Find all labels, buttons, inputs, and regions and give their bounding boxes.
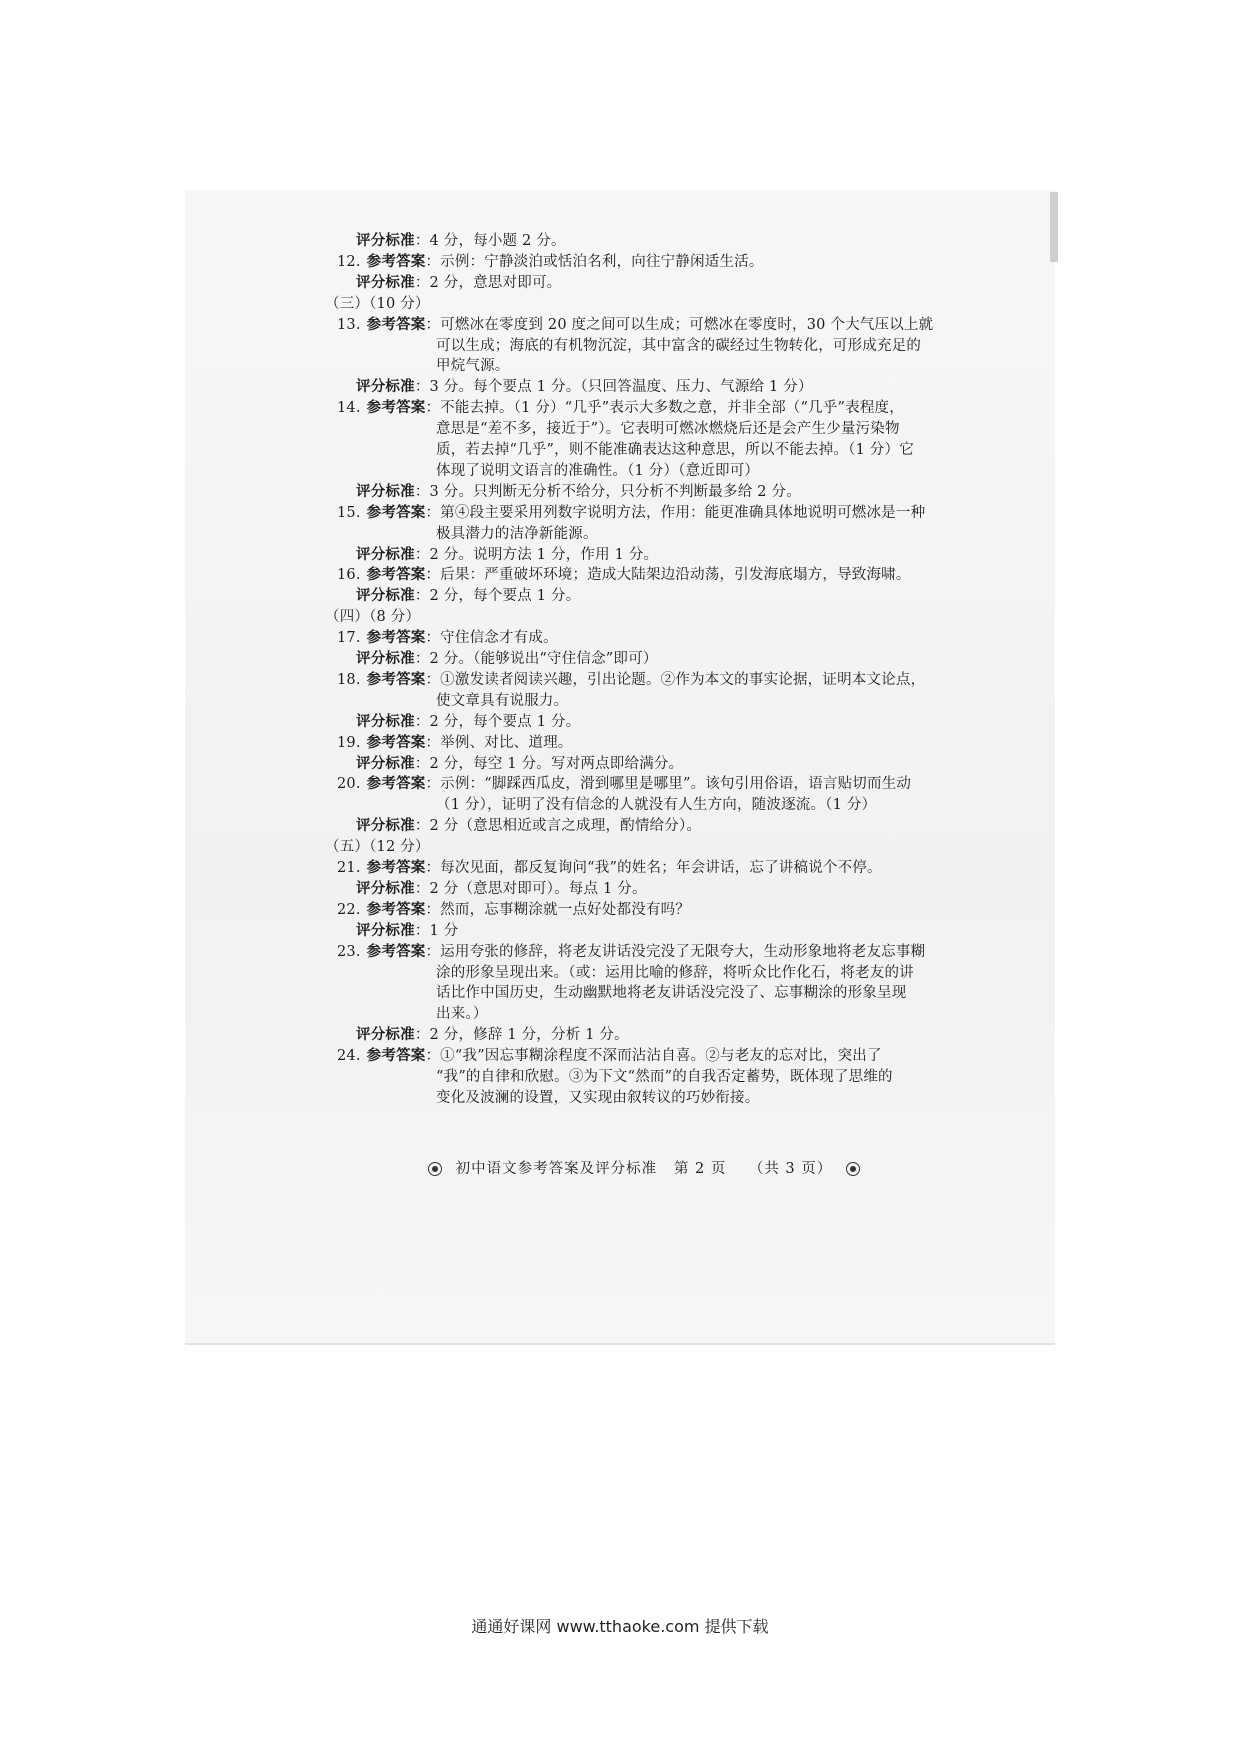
page-footer: [420, 1157, 868, 1178]
reference-answer-row: [337, 775, 911, 793]
section-heading: （四）（8 分）: [325, 609, 421, 626]
row-text: ：3 分。只判断无分析不给分，只分析不判断最多给 2 分。: [414, 483, 801, 500]
question-number: 17.: [337, 630, 361, 647]
scan-edge-shadow: [1050, 192, 1058, 262]
row-label: 参考答案: [366, 252, 426, 270]
answer-continuation: “我”的自律和欣慰。③为下文“然而”的自我否定蓄势，既体现了思维的: [436, 1069, 893, 1085]
answer-continuation: 涂的形象呈现出来。（或：运用比喻的修辞，将听众比作化石，将老友的讲: [436, 964, 914, 981]
row-text: ：3 分。每个要点 1 分。（只回答温度、压力、气源给 1 分）: [414, 379, 813, 396]
row-text: ：2 分，意思对即可。: [414, 274, 562, 291]
scoring-standard-row: [356, 232, 566, 250]
footer-page: 第 2 页: [673, 1161, 727, 1177]
row-label: 参考答案: [366, 775, 426, 793]
row-text: ：示例：“脚踩西瓜皮，滑到哪里是哪里”。该句引用俗语，语言贴切而生动: [425, 776, 912, 793]
row-text: ：后果：严重破坏环境；造成大陆架边沿动荡，引发海底塌方，导致海啸。: [425, 567, 911, 584]
reference-answer-row: [337, 316, 933, 334]
row-label: 评分标准: [356, 650, 415, 667]
row-text: ：2 分，每个要点 1 分。: [414, 588, 581, 605]
row-text: ：可燃冰在零度到 20 度之间可以生成；可燃冰在零度时，30 个大气压以上就: [425, 316, 934, 333]
row-label: 参考答案: [366, 315, 426, 333]
footer-total: （共 3 页）: [748, 1161, 833, 1177]
scoring-standard-row: [356, 922, 458, 940]
answer-continuation: 极具潜力的洁净新能源。: [436, 525, 598, 542]
row-text: ：1 分: [414, 922, 459, 939]
reference-answer-row: [337, 253, 764, 271]
row-text: ：示例：宁静淡泊或恬泊名利，向往宁静闲适生活。: [425, 253, 764, 270]
scan-bottom-edge: [185, 1343, 1055, 1345]
answer-continuation: 可以生成；海底的有机物沉淀，其中富含的碳经过生物转化，可形成充足的: [436, 337, 922, 354]
answer-continuation: 出来。）: [436, 1006, 488, 1023]
row-text: ：2 分，修辞 1 分，分析 1 分。: [414, 1027, 629, 1044]
reference-answer-row: [337, 629, 558, 647]
reference-answer-row: [337, 566, 911, 584]
row-text: ：然而，忘事糊涂就一点好处都没有吗？: [425, 901, 691, 918]
scoring-standard-row: [356, 650, 658, 668]
row-label: 评分标准: [356, 232, 415, 249]
answer-continuation: 话比作中国历史，生动幽默地将老友讲话没完没了、忘事糊涂的形象呈现: [436, 985, 907, 1002]
reference-answer-row: [337, 859, 882, 877]
row-label: 参考答案: [366, 859, 426, 876]
scoring-standard-row: [356, 378, 813, 396]
row-label: 参考答案: [366, 503, 426, 521]
reference-answer-row: [337, 399, 904, 417]
reference-answer-row: [337, 734, 572, 752]
row-text: ：2 分（意思对即可）。每点 1 分。: [414, 880, 647, 897]
scoring-standard-row: [356, 546, 658, 564]
reference-answer-row: [337, 901, 690, 919]
question-number: 16.: [337, 567, 361, 584]
row-label: 参考答案: [366, 900, 426, 918]
reference-answer-row: [337, 671, 925, 689]
answer-continuation: 使文章具有说服力。: [436, 692, 569, 709]
question-number: 24.: [337, 1048, 361, 1065]
row-text: ：2 分，每个要点 1 分。: [414, 713, 581, 730]
scoring-standard-row: [356, 587, 580, 605]
row-label: 评分标准: [356, 1026, 415, 1044]
question-number: 20.: [337, 776, 361, 793]
row-label: 参考答案: [366, 399, 426, 417]
row-label: 评分标准: [356, 921, 415, 939]
reference-answer-row: [337, 943, 925, 961]
question-number: 21.: [337, 860, 361, 876]
answer-continuation: 体现了说明文语言的准确性。（1 分）（意近即可）: [436, 462, 760, 479]
answer-continuation: 质，若去掉“几乎”，则不能准确表达这种意思，所以不能去掉。（1 分）它: [436, 442, 914, 458]
answer-continuation: 变化及波澜的设置，又实现由叙转议的巧妙衔接。: [436, 1089, 760, 1106]
scoring-standard-row: [356, 274, 561, 292]
row-text: ：每次见面，都反复询问“我”的姓名；年会讲话，忘了讲稿说个不停。: [425, 860, 882, 876]
reference-answer-row: [337, 1047, 882, 1065]
row-text: ：不能去掉。（1 分）“几乎”表示大多数之意，并非全部（“几乎”表程度，: [425, 400, 904, 417]
row-text: ：①激发读者阅读兴趣，引出论题。②作为本文的事实论据，证明本文论点，: [425, 671, 926, 688]
footer-title: 初中语文参考答案及评分标准: [455, 1161, 658, 1177]
row-text: ：2 分。（能够说出“守住信念”即可）: [414, 651, 658, 667]
row-label: 参考答案: [366, 942, 426, 960]
row-label: 评分标准: [356, 273, 415, 291]
scoring-standard-row: [356, 755, 683, 773]
question-number: 13.: [337, 316, 361, 333]
row-text: ：2 分（意思相近或言之成理，酌情给分）。: [414, 818, 702, 835]
question-number: 19.: [337, 734, 361, 751]
row-label: 参考答案: [366, 629, 426, 647]
row-text: ：运用夸张的修辞，将老友讲话没完没了无限夸大，生动形象地将老友忘事糊: [425, 943, 926, 960]
row-text: ：4 分，每小题 2 分。: [414, 233, 566, 249]
answer-continuation: 甲烷气源。: [436, 358, 510, 375]
question-number: 15.: [337, 504, 361, 521]
row-label: 评分标准: [356, 378, 415, 396]
scoring-standard-row: [356, 880, 647, 898]
section-heading: （五）（12 分）: [325, 839, 430, 856]
row-label: 评分标准: [356, 754, 415, 772]
scoring-standard-row: [356, 817, 701, 835]
row-label: 评分标准: [356, 545, 415, 563]
row-text: ：①“我”因忘事糊涂程度不深而沾沾自喜。②与老友的忘对比，突出了: [425, 1048, 882, 1065]
row-label: 参考答案: [366, 1047, 426, 1065]
reference-answer-row: [337, 504, 925, 522]
answer-continuation: 意思是“差不多，接近于”）。它表明可燃冰燃烧后还是会产生少量污染物: [436, 421, 900, 438]
question-number: 18.: [337, 671, 361, 688]
question-number: 14.: [337, 400, 361, 417]
row-text: ：守住信念才有成。: [425, 630, 558, 647]
answer-continuation: （1 分），证明了没有信念的人就没有人生方向，随波逐流。（1 分）: [436, 797, 877, 814]
row-label: 参考答案: [366, 670, 426, 688]
question-number: 12.: [337, 253, 361, 270]
row-label: 参考答案: [366, 733, 426, 751]
row-text: ：第④段主要采用列数字说明方法，作用：能更准确具体地说明可燃冰是一种: [425, 504, 926, 521]
row-label: 评分标准: [356, 712, 415, 730]
question-number: 22.: [337, 901, 361, 918]
seal-icon: [846, 1162, 860, 1176]
row-text: ：2 分。说明方法 1 分，作用 1 分。: [414, 546, 659, 563]
scoring-standard-row: [356, 1026, 629, 1044]
seal-icon: [428, 1162, 442, 1176]
download-credit: 通通好课网 www.tthaoke.com 提供下载: [471, 1617, 769, 1636]
row-label: 参考答案: [366, 566, 426, 584]
row-label: 评分标准: [356, 817, 415, 835]
row-label: 评分标准: [356, 587, 415, 605]
question-number: 23.: [337, 943, 361, 960]
row-label: 评分标准: [356, 879, 415, 897]
row-text: ：2 分，每空 1 分。写对两点即给满分。: [414, 755, 684, 772]
scoring-standard-row: [356, 483, 801, 501]
scoring-standard-row: [356, 713, 580, 731]
row-text: ：举例、对比、道理。: [425, 734, 573, 751]
row-label: 评分标准: [356, 482, 415, 500]
section-heading: （三）（10 分）: [325, 295, 430, 312]
